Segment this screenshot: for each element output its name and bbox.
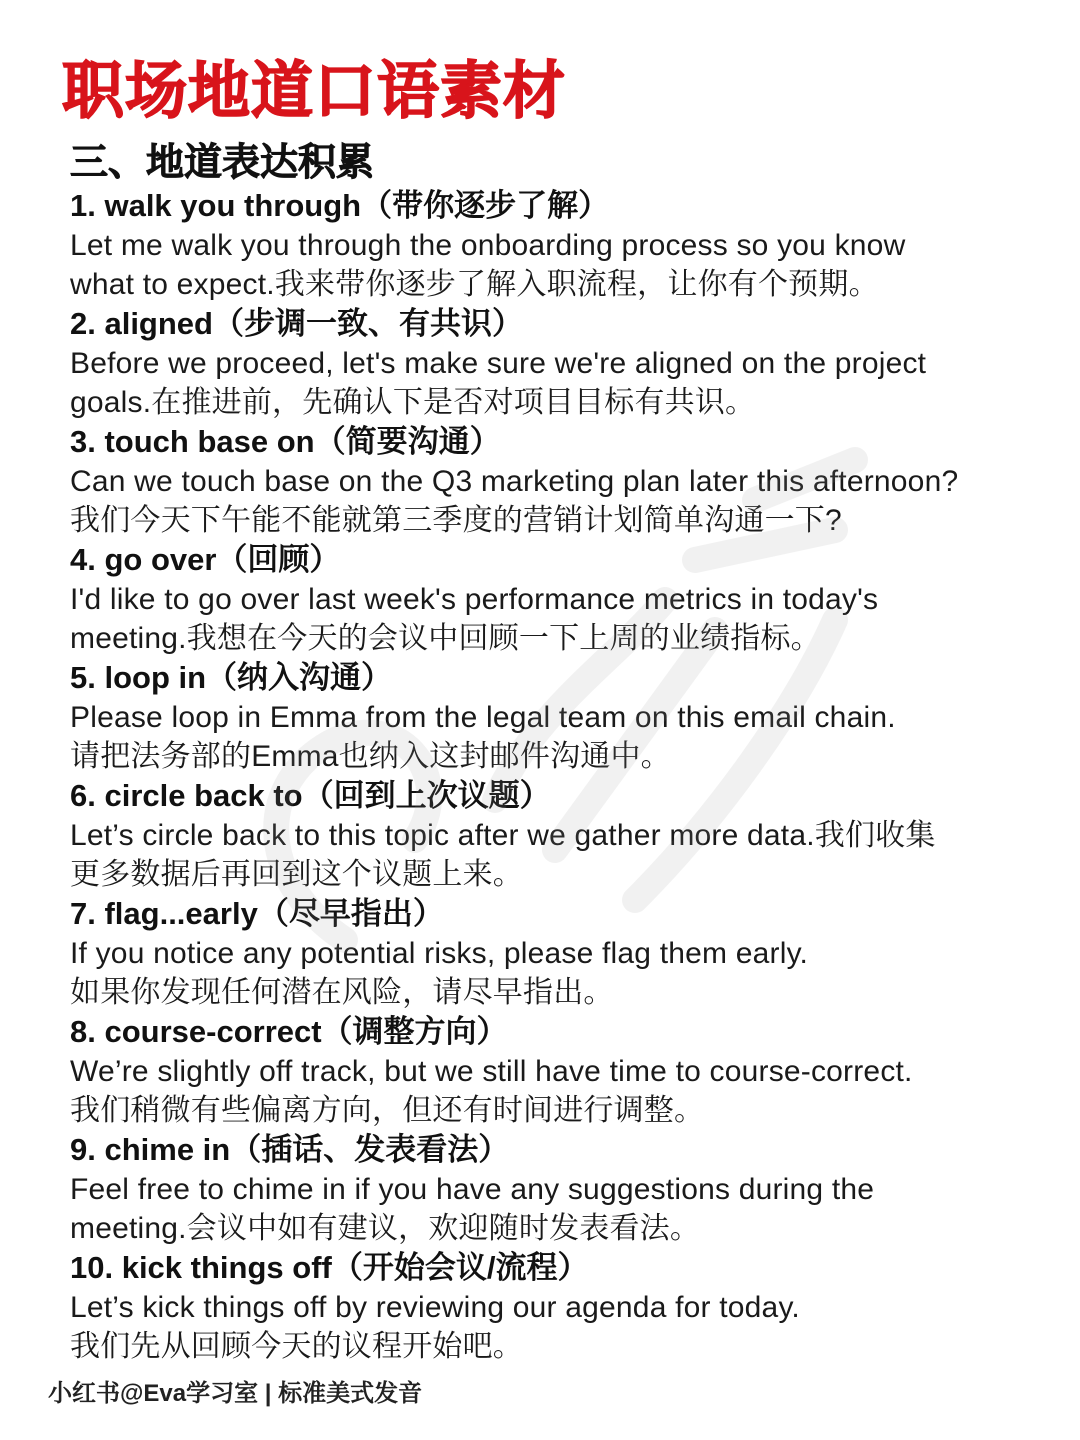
expression-phrase: 10. kick things off（开始会议/流程） xyxy=(70,1250,589,1285)
expression-phrase: 3. touch base on（简要沟通） xyxy=(70,424,501,459)
expression-example: We’re slightly off track, but we still have time to course-correct. 我们稍微有些偏离方向，但还有时间进行调整。 xyxy=(70,1055,913,1127)
expression-example: Before we proceed, let's make sure we're aligned on the project goals.在推进前，先确认下是否对项目目标有共识。 xyxy=(70,347,927,419)
expression-phrase: 1. walk you through（带你逐步了解） xyxy=(70,188,610,223)
section-heading: 三、地道表达积累 xyxy=(70,142,375,184)
expression-example: Can we touch base on the Q3 marketing plan later this afternoon? 我们今天下午能不能就第三季度的营销计划简单沟通一下? xyxy=(70,465,959,537)
expression-example: Let me walk you through the onboarding process so you know what to expect.我来带你逐步了解入职流程，让你有个预期。 xyxy=(70,229,906,301)
expression-item xyxy=(70,304,1060,422)
expression-item xyxy=(70,422,1060,540)
expression-example: I'd like to go over last week's performance metrics in today's meeting.我想在今天的会议中回顾一下上周的业绩指标。 xyxy=(70,583,879,655)
expression-example: Let’s circle back to this topic after we gather more data.我们收集 更多数据后再回到这个议题上来。 xyxy=(70,819,936,891)
expression-item xyxy=(70,776,1060,894)
expression-item xyxy=(70,658,1060,776)
expression-list xyxy=(70,186,1060,1366)
expression-item xyxy=(70,1248,1060,1366)
expression-item xyxy=(70,186,1060,304)
expression-item xyxy=(70,540,1060,658)
footer-credit: 小红书@Eva学习室 | 标准美式发音 xyxy=(48,1380,423,1407)
expression-phrase: 6. circle back to（回到上次议题） xyxy=(70,778,551,813)
expression-phrase: 4. go over（回顾） xyxy=(70,542,341,577)
expression-phrase: 5. loop in（纳入沟通） xyxy=(70,660,393,695)
expression-item xyxy=(70,1130,1060,1248)
expression-example: Let’s kick things off by reviewing our agenda for today. 我们先从回顾今天的议程开始吧。 xyxy=(70,1291,800,1363)
expression-example: If you notice any potential risks, please flag them early. 如果你发现任何潜在风险，请尽早指出。 xyxy=(70,937,809,1009)
expression-phrase: 2. aligned（步调一致、有共识） xyxy=(70,306,523,341)
expression-item xyxy=(70,894,1060,1012)
expression-phrase: 9. chime in（插话、发表看法） xyxy=(70,1132,510,1167)
expression-example: Feel free to chime in if you have any suggestions during the meeting.会议中如有建议，欢迎随时发表看法。 xyxy=(70,1173,875,1245)
expression-phrase: 7. flag...early（尽早指出） xyxy=(70,896,444,931)
page-title: 职场地道口语素材 xyxy=(62,57,567,126)
expression-example: Please loop in Emma from the legal team on this email chain. 请把法务部的Emma也纳入这封邮件沟通中。 xyxy=(70,701,896,773)
expression-phrase: 8. course-correct（调整方向） xyxy=(70,1014,508,1049)
expression-item xyxy=(70,1012,1060,1130)
